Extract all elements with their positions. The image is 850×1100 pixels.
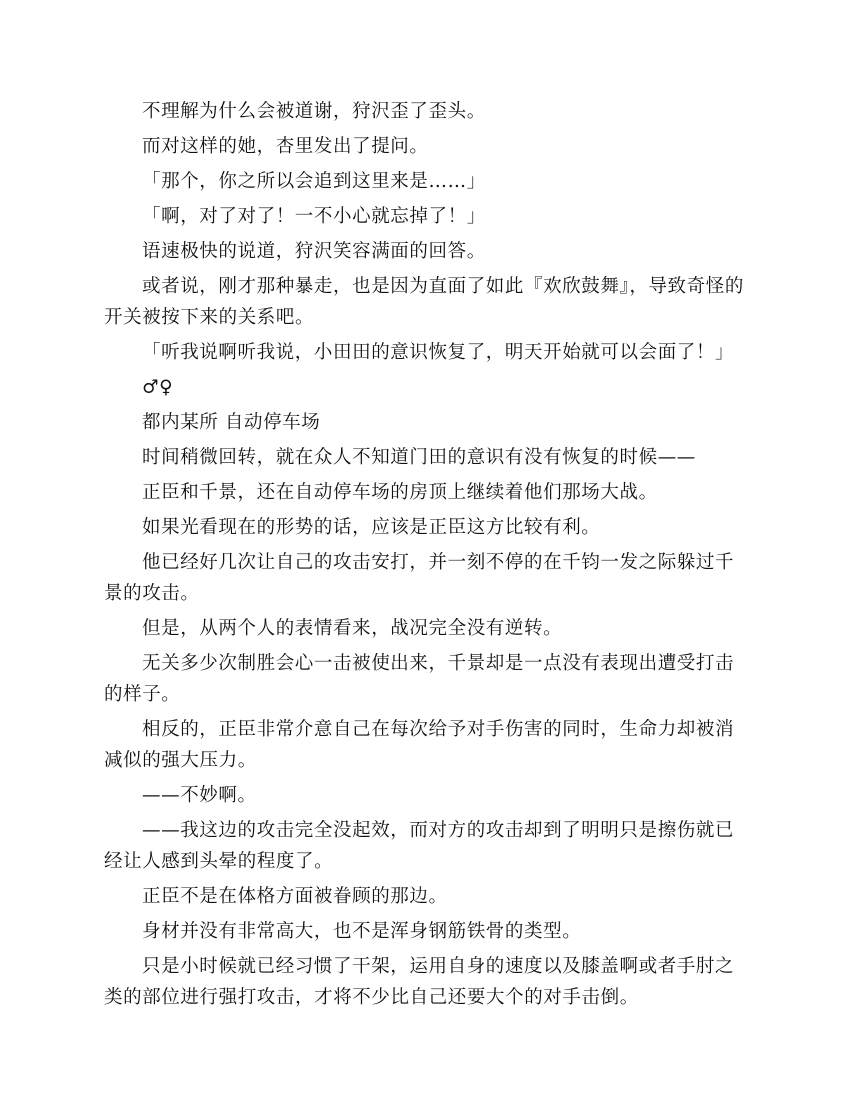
inner-thought-paragraph: ——不妙啊。 <box>142 785 257 806</box>
paragraph: 不理解为什么会被道谢，狩沢歪了歪头。 <box>142 101 486 122</box>
dialogue-paragraph: 「那个，你之所以会追到这里来是……」 <box>142 171 486 192</box>
paragraph: 身材并没有非常高大，也不是浑身钢筋铁骨的类型。 <box>142 921 582 942</box>
dialogue-paragraph: 「啊，对了对了！一不小心就忘掉了！」 <box>142 206 486 227</box>
inner-thought-paragraph: ——我这边的攻击完全没起效，而对方的攻击却到了明明只是擦伤就已经让人感到头晕的程度了。 <box>104 820 735 872</box>
paragraph: 只是小时候就已经习惯了干架，运用自身的速度以及膝盖啊或者手肘之类的部位进行强打攻击，才将不少比自己还要大个的对手击倒。 <box>104 956 735 1008</box>
paragraph: 或者说，刚才那种暴走，也是因为直面了如此『欢欣鼓舞』，导致奇怪的开关被按下来的关系吧。 <box>104 276 744 328</box>
scene-break-symbol: ♂♀ <box>142 377 174 398</box>
paragraph: 但是，从两个人的表情看来，战况完全没有逆转。 <box>142 618 563 639</box>
paragraph: 而对这样的她，杏里发出了提问。 <box>142 136 429 157</box>
paragraph: 正臣和千景，还在自动停车场的房顶上继续着他们那场大战。 <box>142 482 658 503</box>
paragraph: 时间稍微回转，就在众人不知道门田的意识有没有恢复的时候—— <box>142 447 696 468</box>
paragraph: 正臣不是在体格方面被眷顾的那边。 <box>142 886 448 907</box>
paragraph: 他已经好几次让自己的攻击安打，并一刻不停的在千钧一发之际躲过千景的攻击。 <box>104 552 735 604</box>
paragraph: 相反的，正臣非常介意自己在每次给予对手伤害的同时，生命力却被消减似的强大压力。 <box>104 719 735 771</box>
scene-location-heading: 都内某所 自动停车场 <box>142 412 321 433</box>
dialogue-paragraph: 「听我说啊听我说，小田田的意识恢复了，明天开始就可以会面了！」 <box>142 342 735 363</box>
paragraph: 语速极快的说道，狩沢笑容满面的回答。 <box>142 241 486 262</box>
paragraph: 无关多少次制胜会心一击被使出来，千景却是一点没有表现出遭受打击的样子。 <box>104 653 735 705</box>
paragraph: 如果光看现在的形势的话，应该是正臣这方比较有利。 <box>142 517 601 538</box>
text-body <box>104 96 748 1017</box>
